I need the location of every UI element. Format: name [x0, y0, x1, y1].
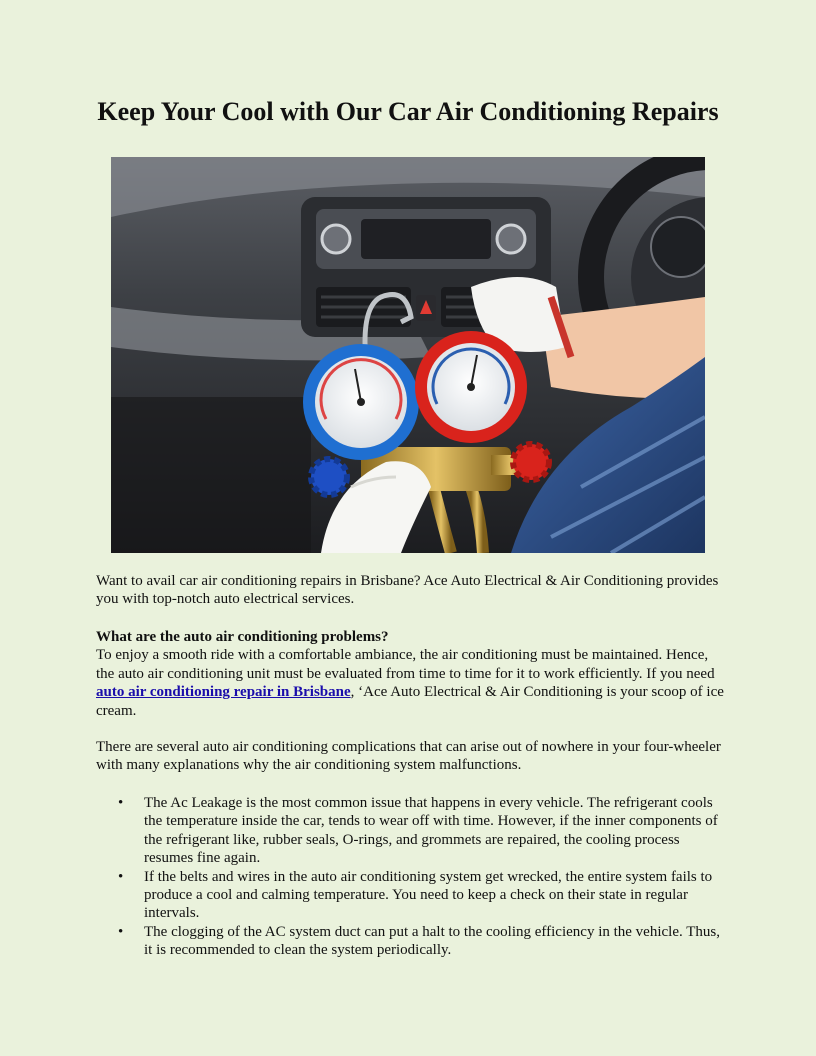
section-text-before-link: To enjoy a smooth ride with a comfortable ambiance, the air conditioning must be maintained. Hence, the auto air conditioning unit must be evaluated from time to time for it to work efficiently. If you need [96, 647, 715, 682]
complications-paragraph: There are several auto air conditioning complications that can arise out of nowhere in your four-wheeler with many explanations why the air conditioning system malfunctions. [96, 739, 721, 774]
blue-gauge [303, 344, 419, 460]
red-gauge [415, 331, 527, 443]
section-text-after-link: , ‘Ace Auto Electrical & Air Conditioning is your scoop of ice cream. [96, 684, 724, 719]
ac-gauges-photo [111, 157, 705, 553]
list-item: • The Ac Leakage is the most common issue that happens in every vehicle. The refrigerant cools the temperature inside the car, tends to wear off with time. However, if the inner components of the refrigerant like, rubber seals, O-rings, and grommets are repaired, the cooling process resumes fine again. [96, 794, 724, 868]
section-heading: What are the auto air conditioning problems? [96, 629, 389, 645]
list-item: • If the belts and wires in the auto air conditioning system get wrecked, the entire system fails to produce a cool and calming temperature. You need to keep a check on their state in regular intervals. [96, 868, 724, 923]
hero-image [111, 157, 705, 553]
page-title: Keep Your Cool with Our Car Air Conditioning Repairs [97, 97, 719, 126]
issues-list [96, 794, 724, 960]
problems-section [96, 628, 724, 720]
brisbane-repair-link[interactable]: auto air conditioning repair in Brisbane [96, 684, 351, 701]
list-item: • The clogging of the AC system duct can put a halt to the cooling efficiency in the vehicle. Thus, it is recommended to clean the system periodically. [96, 923, 724, 960]
intro-paragraph: Want to avail car air conditioning repairs in Brisbane? Ace Auto Electrical & Air Conditioning provides you with top-notch auto electrical services. [96, 573, 719, 608]
